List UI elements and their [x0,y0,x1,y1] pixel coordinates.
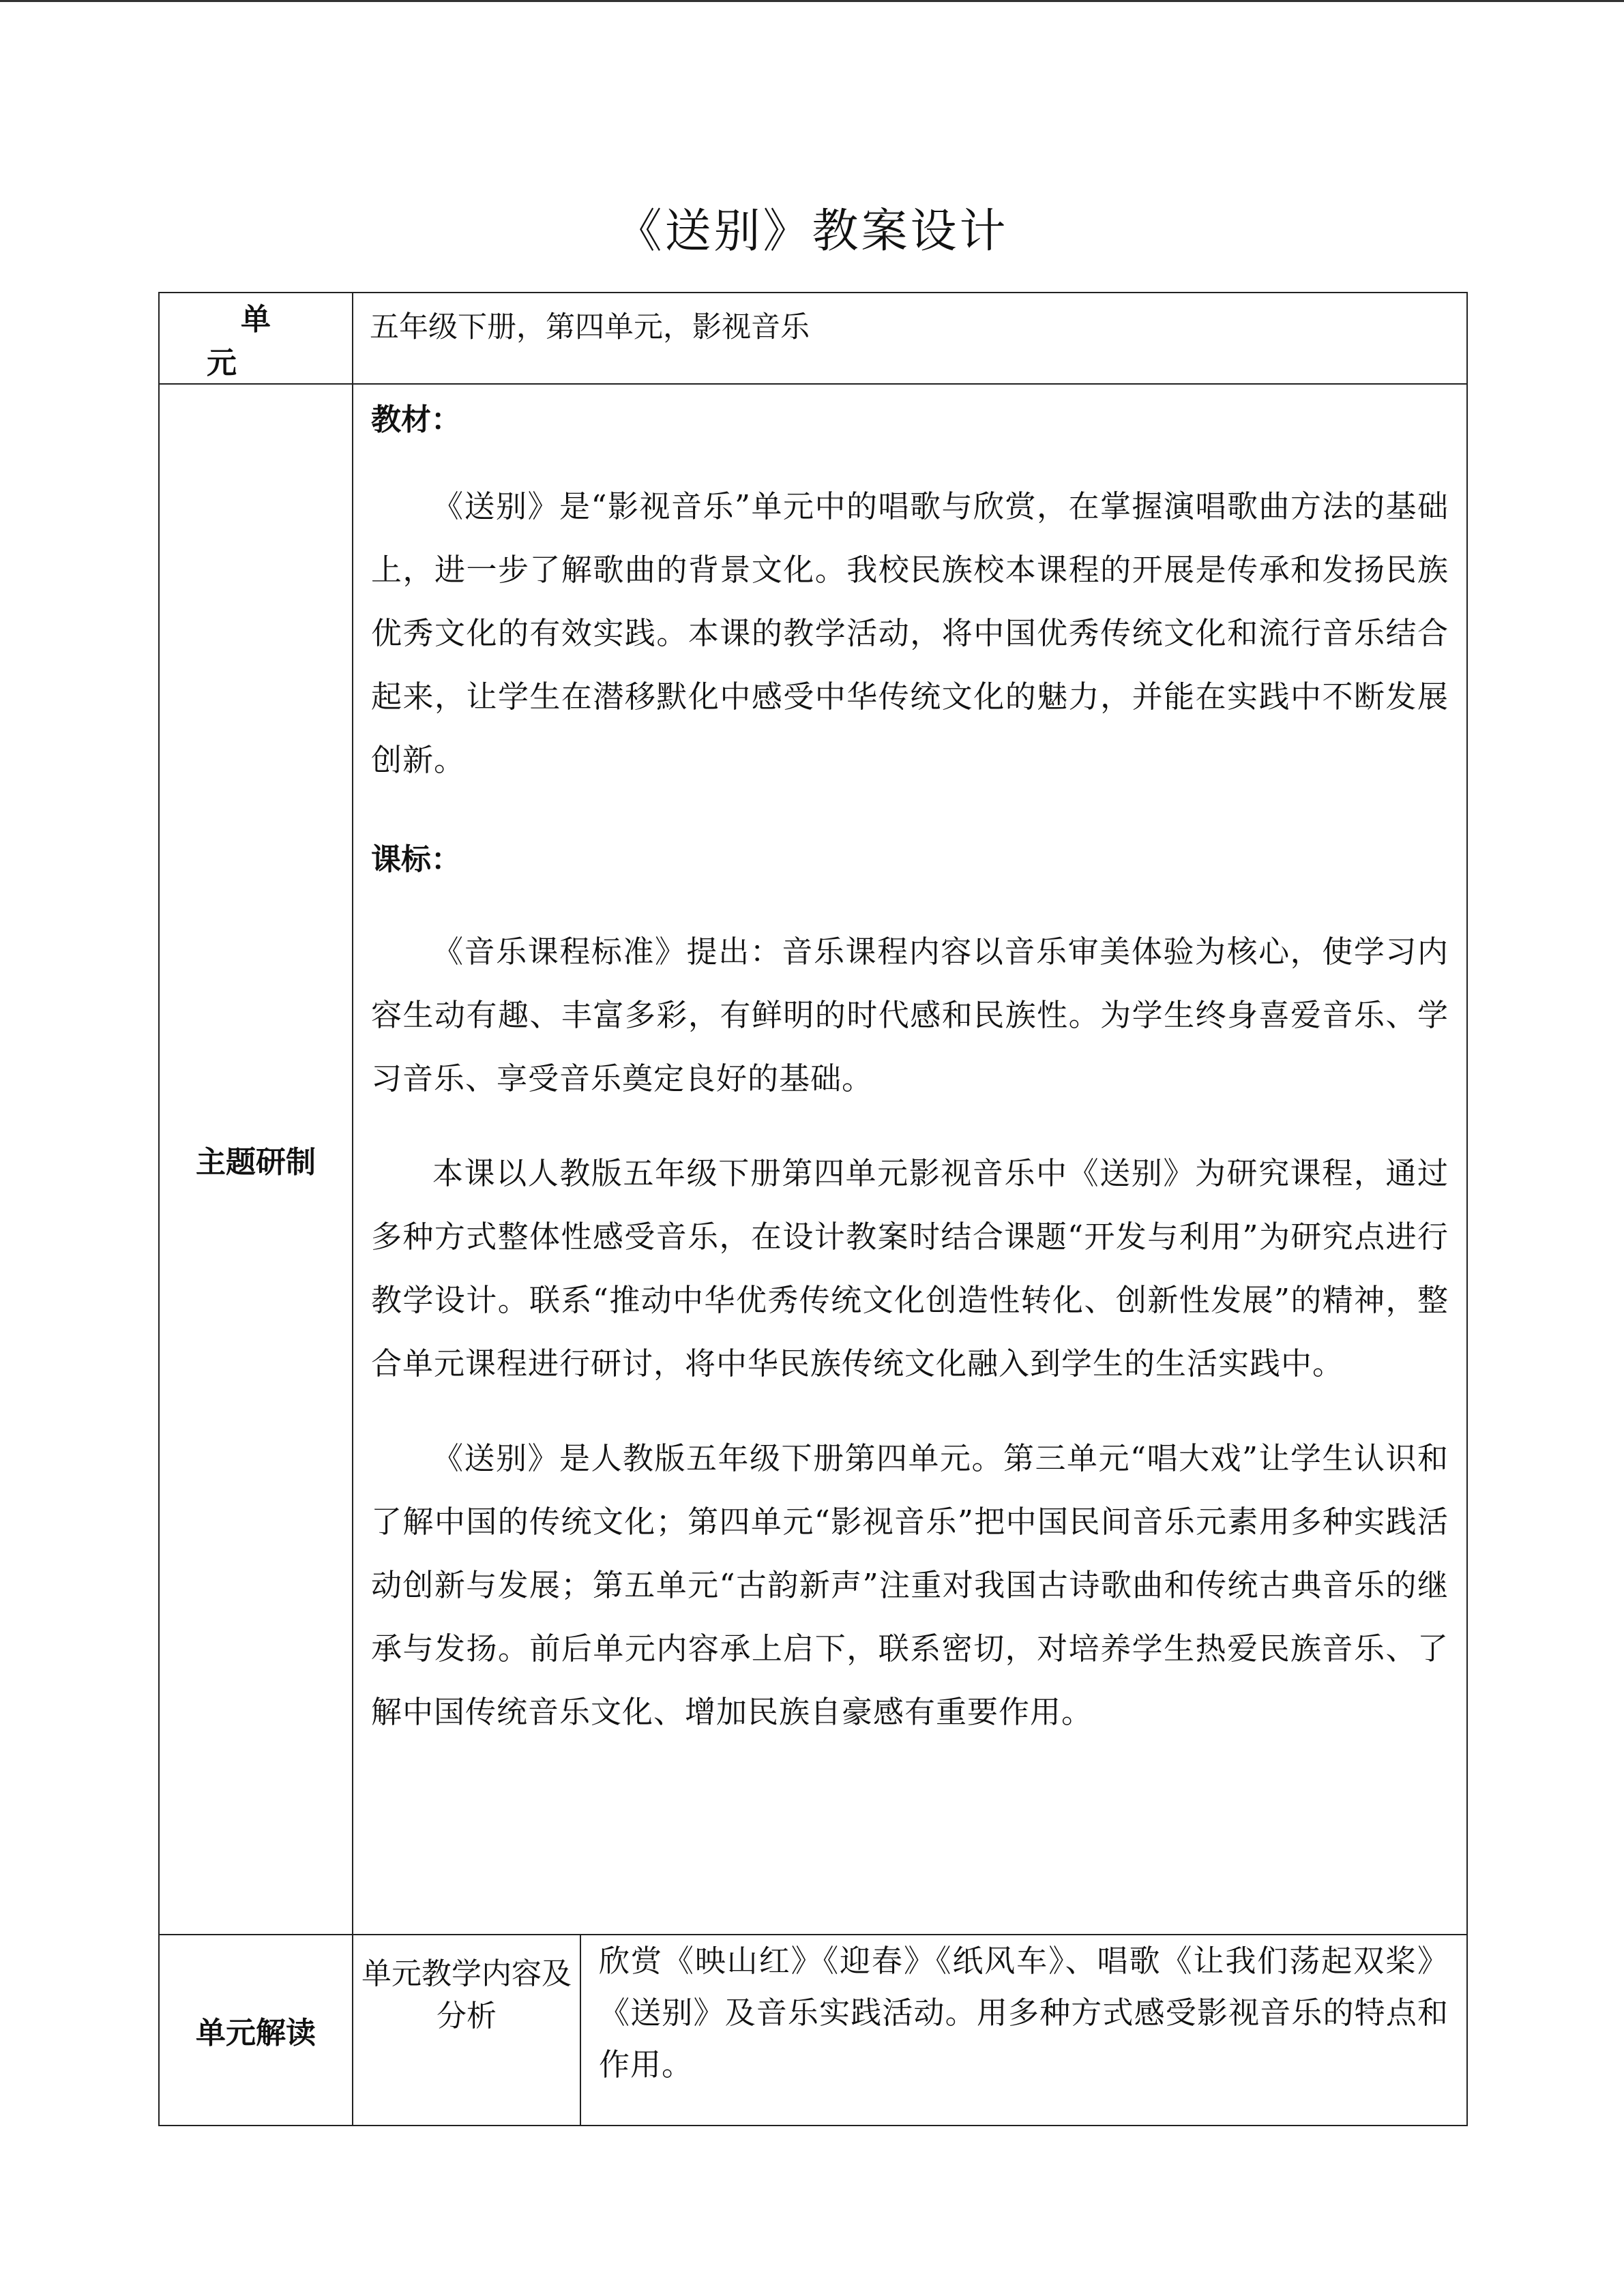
unit-content-analysis-label: 单元教学内容及分析 [353,1935,580,2126]
unit-label: 单元 [207,302,339,381]
theme-row [159,384,1467,1935]
standard-paragraph-3: 《送别》是人教版五年级下册第四单元。第三单元“唱大戏”让学生认识和了解中国的传统文化；第四单元“影视音乐”把中国民间音乐元素用多种实践活动创新与发展；第五单元“古韵新声”注重对我国古诗歌曲和传统古典音乐的继承与发扬。前后单元内容承上启下，联系密切，对培养学生热爱民族音乐、了解中国传统音乐文化、增加民族自豪感有重要作用。 [371,1440,1449,1730]
unit-reading-label: 单元解读 [159,1935,353,2126]
unit-reading-row [159,1935,1467,2126]
standard-paragraph-1: 《音乐课程标准》提出：音乐课程内容以音乐审美体验为核心，使学习内容生动有趣、丰富多彩，有鲜明的时代感和民族性。为学生终身喜爱音乐、学习音乐、享受音乐奠定良好的基础。 [371,934,1449,1097]
document-title: 《送别》教案设计 [615,205,1009,258]
textbook-heading: 教材： [371,402,461,437]
theme-label: 主题研制 [159,384,353,1935]
textbook-paragraph: 《送别》是“影视音乐”单元中的唱歌与欣赏，在掌握演唱歌曲方法的基础上，进一步了解歌曲的背景文化。我校民族校本课程的开展是传承和发扬民族优秀文化的有效实践。本课的教学活动，将中国优秀传统文化和流行音乐结合起来，让学生在潜移默化中感受中华传统文化的魅力，并能在实践中不断发展创新。 [371,488,1449,778]
theme-content [353,384,1467,1935]
standard-heading: 课标： [371,842,461,877]
unit-value: 五年级下册，第四单元，影视音乐 [353,293,1467,384]
unit-label-cell [159,293,353,384]
unit-content-analysis-text: 欣赏《映山红》《迎春》《纸风车》、唱歌《让我们荡起双桨》《送别》及音乐实践活动。用多种方式感受影视音乐的特点和作用。 [580,1935,1467,2126]
page-top-border [0,0,1624,2]
standard-paragraph-2: 本课以人教版五年级下册第四单元影视音乐中《送别》为研究课程，通过多种方式整体性感受音乐，在设计教案时结合课题“开发与利用”为研究点进行教学设计。联系“推动中华优秀传统文化创造性转化、创新性发展”的精神，整合单元课程进行研讨，将中华民族传统文化融入到学生的生活实践中。 [371,1155,1449,1382]
lesson-plan-table [158,292,1468,2126]
unit-row [159,293,1467,384]
